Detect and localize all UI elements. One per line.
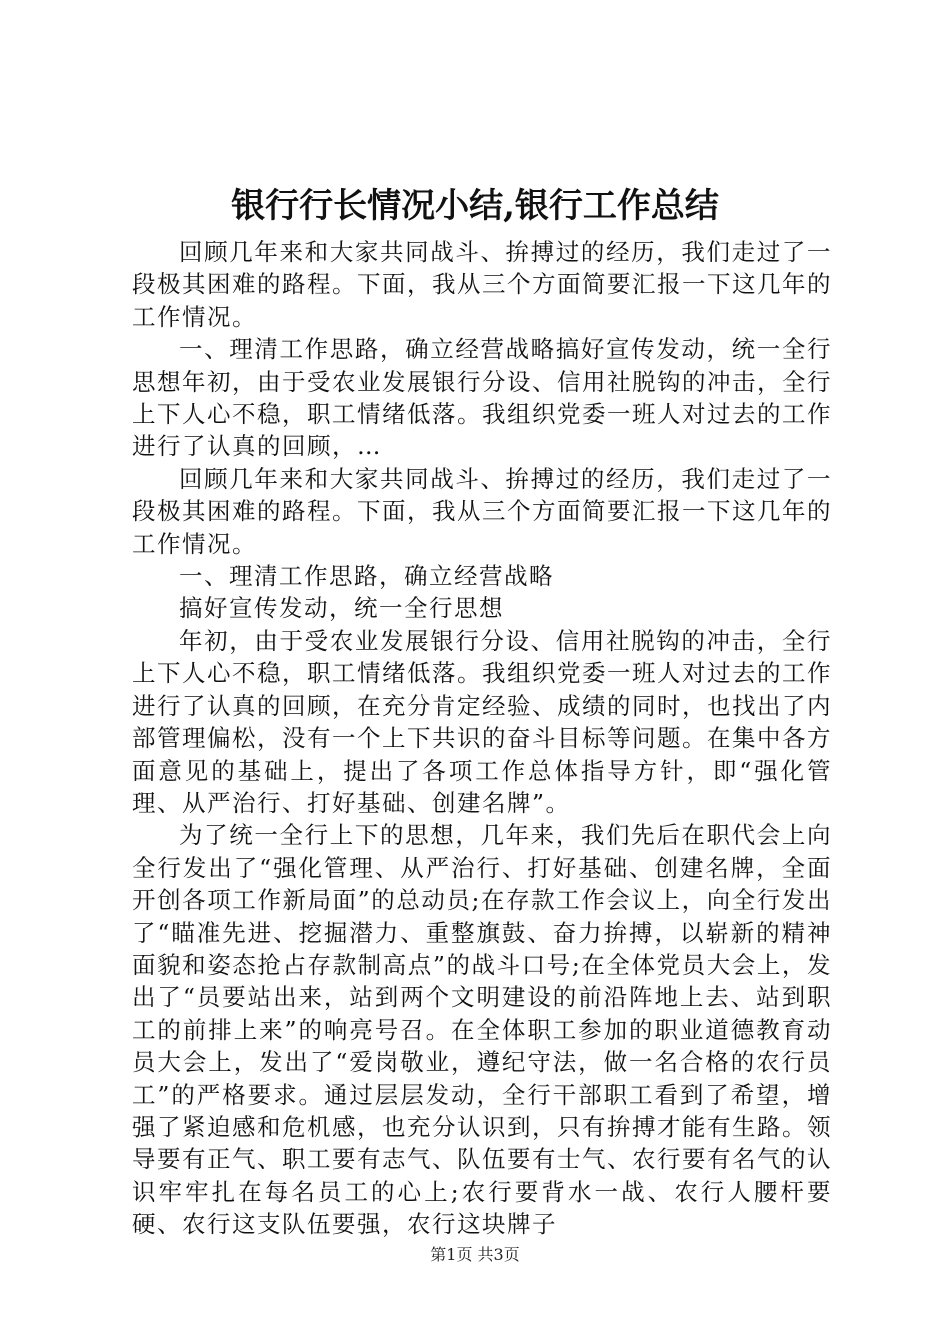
- paragraph-2: 一、理清工作思路，确立经营战略搞好宣传发动，统一全行思想年初，由于受农业发展银行分设、信用社脱钩的冲击，全行上下人心不稳，职工情绪低落。我组织党委一班人对过去的工作进行了认真的回顾，…: [132, 335, 832, 461]
- paragraph-3: 回顾几年来和大家共同战斗、拚搏过的经历，我们走过了一段极其困难的路程。下面，我从三个方面简要汇报一下这几年的工作情况。: [132, 464, 832, 558]
- page-number-footer: 第1页 共3页: [430, 1245, 520, 1264]
- document-body: [132, 236, 832, 1241]
- paragraph-1: 回顾几年来和大家共同战斗、拚搏过的经历，我们走过了一段极其困难的路程。下面，我从三个方面简要汇报一下这几年的工作情况。: [132, 238, 832, 331]
- section-heading: 一、理清工作思路，确立经营战略: [179, 562, 554, 591]
- subsection-heading: 搞好宣传发动，统一全行思想: [179, 594, 504, 623]
- document-title: 银行行长情况小结,银行工作总结: [231, 186, 719, 226]
- paragraph-7: 为了统一全行上下的思想，几年来，我们先后在职代会上向全行发出了“强化管理、从严治行、打好基础、创建名牌，全面开创各项工作新局面”的总动员;在存款工作会议上，向全行发出了“瞄准先进、挖掘潜力、重整旗鼓、奋力拚搏，以崭新的精神面貌和姿态抢占存款制高点”的战斗口号;在全体党员大会上，发出了“员要站出来，站到两个文明建设的前沿阵地上去、站到职工的前排上来”的响亮号召。在全体职工参加的职业道德教育动员大会上，发出了“爱岗敬业，遵纪守法，做一名合格的农行员工”的严格要求。通过层层发动，全行干部职工看到了希望，增强了紧迫感和危机感，也充分认识到，只有拚搏才能有生路。领导要有正气、职工要有志气、队伍要有士气、农行要有名气的认识牢牢扎在每名员工的心上;农行要背水一战、农行人腰杆要硬、农行这支队伍要强，农行这块牌子: [132, 821, 832, 1239]
- paragraph-6: 年初，由于受农业发展银行分设、信用社脱钩的冲击，全行上下人心不稳，职工情绪低落。我组织党委一班人对过去的工作进行了认真的回顾，在充分肯定经验、成绩的同时，也找出了内部管理偏松，没有一个上下共识的奋斗目标等问题。在集中各方面意见的基础上，提出了各项工作总体指导方针，即“强化管理、从严治行、打好基础、创建名牌”。: [132, 626, 832, 817]
